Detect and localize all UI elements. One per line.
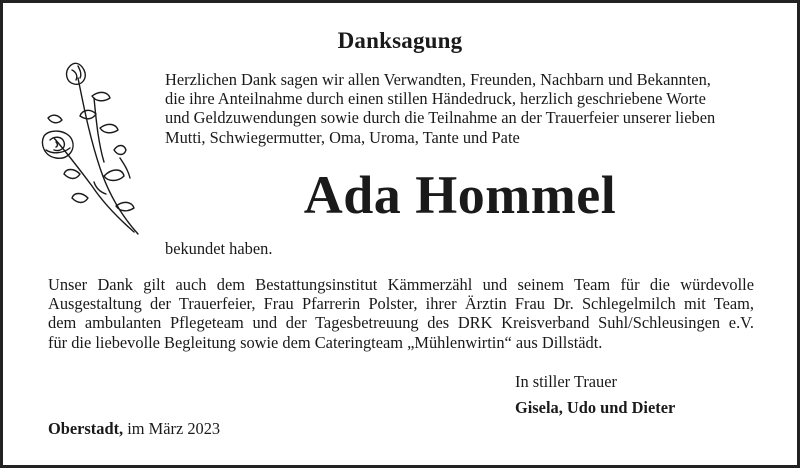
signers: Gisela, Udo und Dieter xyxy=(515,398,676,417)
place-date xyxy=(48,419,220,439)
thanks-line: für die liebevolle Begleitung sowie dem Cateringteam „Mühlenwirtin“ aus Dillstädt. xyxy=(48,332,603,352)
thanks-line: Unser Dank gilt auch dem Bestattungsinstitut Kämmerzähl und seinem Team für die würdevolle xyxy=(48,275,754,294)
intro-line: Mutti, Schwiegermutter, Oma, Uroma, Tante und Pate xyxy=(165,127,520,147)
place-name: Oberstadt, xyxy=(48,419,124,438)
deceased-name: Ada Hommel xyxy=(303,165,617,225)
notice-heading: Danksagung xyxy=(337,28,463,53)
thanks-line: Ausgestaltung der Trauerfeier, Frau Pfarrerin Polster, ihrer Ärztin Frau Dr. Schlegelmilch mit Team, xyxy=(48,294,754,314)
thanks-line: dem ambulanten Pflegeteam und der Tagesbetreuung des DRK Kreisverband Suhl/Schleusingen e.V. xyxy=(48,313,754,333)
intro-line: die ihre Anteilnahme durch einen stillen Händedruck, herzlich geschriebene Worte xyxy=(165,89,706,109)
intro-line: Herzlichen Dank sagen wir allen Verwandten, Freunden, Nachbarn und Bekannten, xyxy=(165,70,711,89)
bekundet-text: bekundet haben. xyxy=(165,239,273,258)
intro-text xyxy=(165,70,785,147)
intro-line: und Geldzuwendungen sowie durch die Teilnahme an der Trauerfeier unserer lieben xyxy=(165,108,716,128)
notice-date: im März 2023 xyxy=(127,419,221,438)
mourning-phrase: In stiller Trauer xyxy=(515,372,617,391)
thanks-paragraph xyxy=(48,275,754,352)
